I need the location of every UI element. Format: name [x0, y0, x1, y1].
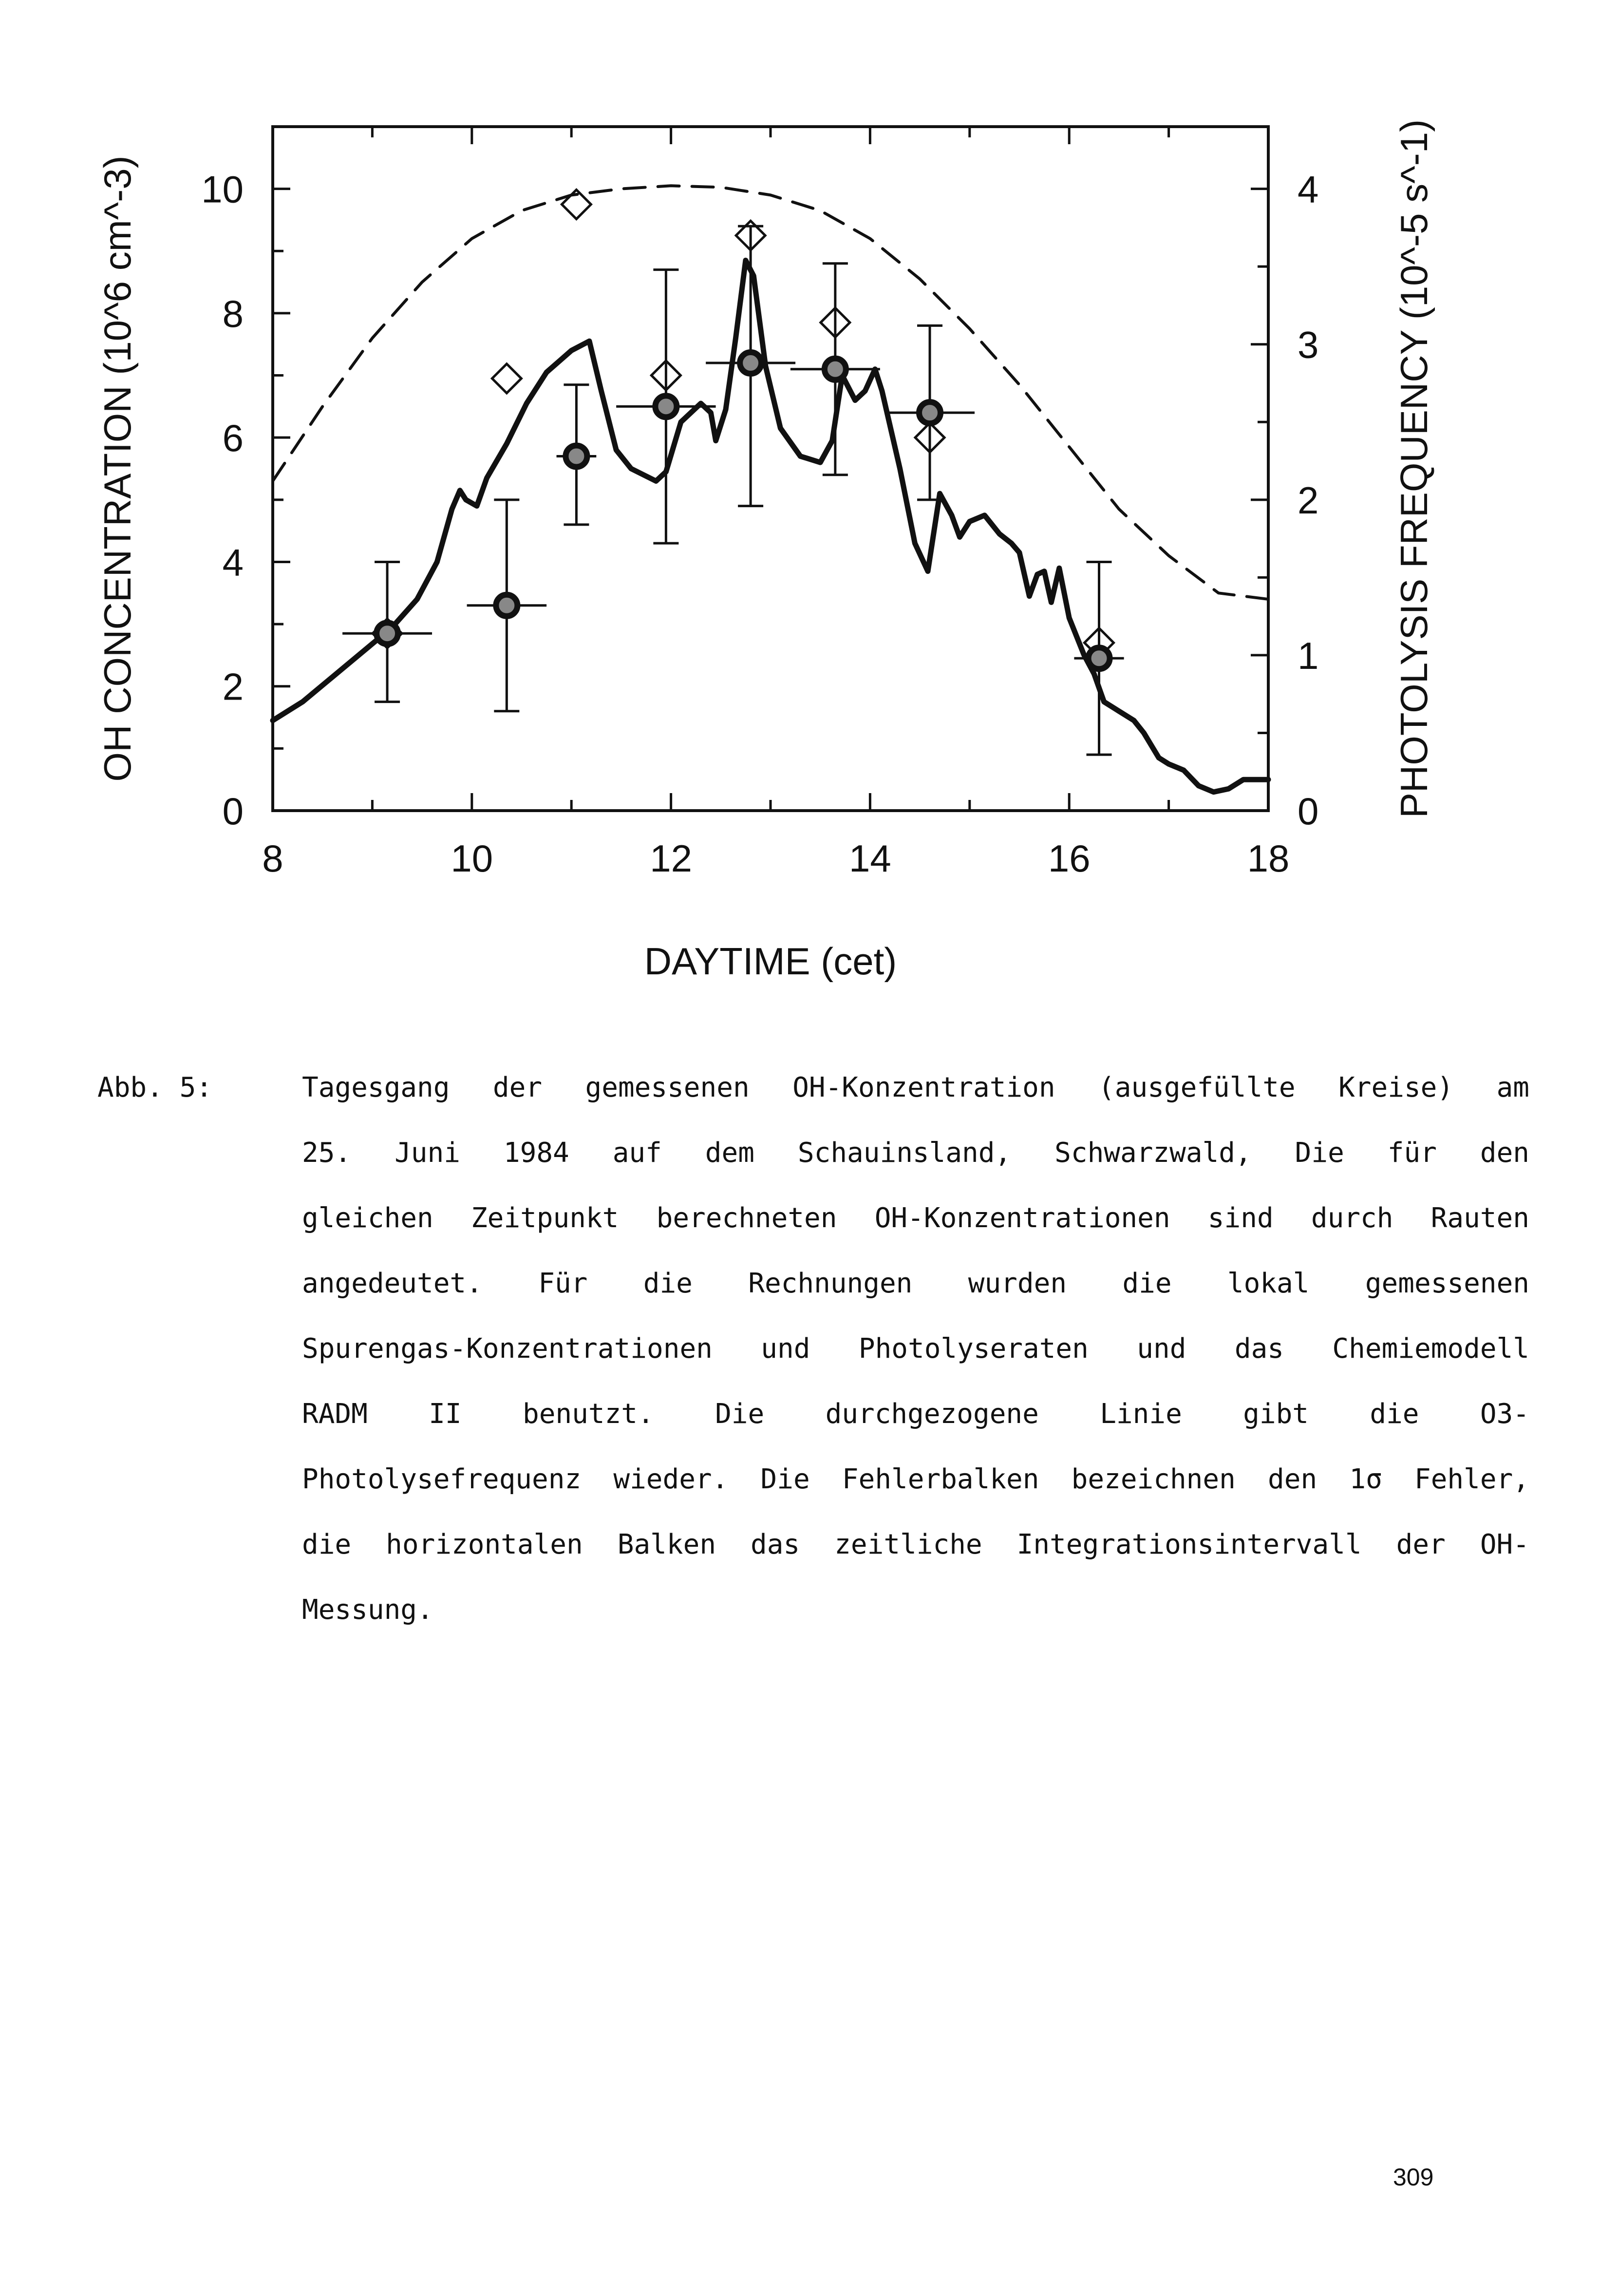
y-axis-title-right: PHOTOLYSIS FREQUENCY (10^-5 s^-1)	[1392, 119, 1435, 818]
measured-point	[740, 352, 761, 374]
calculated-diamond	[492, 364, 521, 393]
y-tick-label-right: 0	[1298, 790, 1319, 833]
photolysis-frequency-line	[273, 260, 1268, 792]
y-tick-label-left: 2	[222, 665, 244, 708]
caption-line: Photolysefrequenz wieder. Die Fehlerbalken bezeichnen den 1σ Fehler,	[302, 1463, 1529, 1495]
x-tick-label: 18	[1247, 837, 1290, 880]
y-axis-title-left: OH CONCENTRATION (10^6 cm^-3)	[96, 155, 139, 782]
y-tick-label-left: 6	[222, 417, 244, 460]
series	[273, 186, 1268, 792]
y-tick-label-left: 8	[222, 292, 244, 335]
x-tick-label: 14	[849, 837, 891, 880]
measured-point	[655, 396, 677, 417]
x-tick-label: 10	[451, 837, 493, 880]
y-tick-label-right: 1	[1298, 634, 1319, 677]
y-tick-label-left: 4	[222, 541, 244, 584]
markers	[342, 190, 1124, 755]
caption-label: Abb. 5:	[97, 1072, 213, 1103]
caption-body	[302, 1072, 1529, 1659]
measured-point	[376, 623, 398, 644]
y-tick-label-left: 0	[222, 790, 244, 833]
measured-point	[919, 402, 941, 423]
caption-line: gleichen Zeitpunkt berechneten OH-Konzentrationen sind durch Rauten	[302, 1202, 1529, 1234]
caption-line: angedeutet. Für die Rechnungen wurden die lokal gemessenen	[302, 1268, 1529, 1299]
measured-point	[565, 445, 587, 467]
caption-line: Tagesgang der gemessenen OH-Konzentration (ausgefüllte Kreise) am	[302, 1072, 1529, 1103]
y-tick-label-right: 2	[1298, 478, 1319, 522]
measured-point	[496, 595, 517, 616]
y-tick-label-left: 10	[201, 168, 244, 211]
x-tick-label: 12	[650, 837, 692, 880]
caption-line: Spurengas-Konzentrationen und Photolyseraten und das Chemiemodell	[302, 1333, 1529, 1365]
caption-line: Messung.	[302, 1594, 433, 1626]
page-number: 309	[1393, 2163, 1434, 2191]
y-tick-label-right: 3	[1298, 323, 1319, 366]
measured-point	[1089, 647, 1110, 669]
oh-concentration-chart	[0, 0, 1618, 1023]
measured-point	[825, 359, 846, 380]
x-tick-label: 8	[262, 837, 283, 880]
x-tick-label: 16	[1048, 837, 1091, 880]
x-axis-title: DAYTIME (cet)	[644, 940, 897, 983]
caption-line: 25. Juni 1984 auf dem Schauinsland, Schwarzwald, Die für den	[302, 1137, 1529, 1169]
caption-line: RADM II benutzt. Die durchgezogene Linie gibt die O3-	[302, 1398, 1529, 1430]
caption-line: die horizontalen Balken das zeitliche Integrationsintervall der OH-	[302, 1529, 1529, 1560]
y-tick-label-right: 4	[1298, 168, 1319, 211]
